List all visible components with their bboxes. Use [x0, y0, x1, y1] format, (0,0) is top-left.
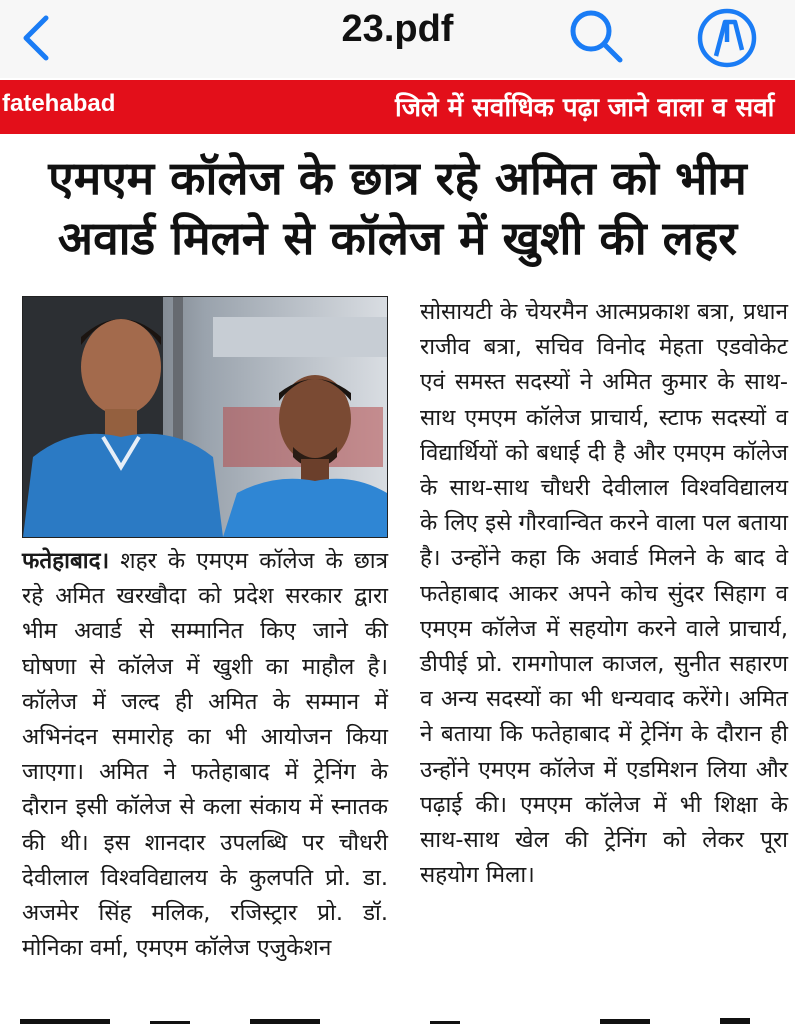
edition-city: fatehabad [2, 90, 116, 117]
article-column-right [420, 295, 788, 893]
headline-line-2: अवार्ड मिलने से कॉलेज में खुशी की लहर [57, 211, 738, 265]
markup-button[interactable] [694, 6, 760, 70]
article-column-left [22, 544, 388, 966]
next-article-edge [0, 1012, 795, 1024]
headline-line-1: एमएम कॉलेज के छात्र रहे अमित को भीम [48, 151, 747, 205]
article-photo [22, 296, 388, 538]
left-column-text: शहर के एमएम कॉलेज के छात्र रहे अमित खरखौदा को प्रदेश सरकार द्वारा भीम अवार्ड से सम्मानित किए जाने की घोषणा से कॉलेज में खुशी का माहौल है। कॉलेज में जल्द ही अमित के सम्मान में अभिनंदन समारोह का भी आयोजन किया जाएगा। अमित ने फतेहाबाद में ट्रेनिंग के दौरान इसी कॉलेज से कला संकाय में स्नातक की थी। इस शानदार उपलब्धि पर चौधरी देवीलाल विश्वविद्यालय के कुलपति प्रो. डा. अजमेर सिंह मलिक, रजिस्ट्रार प्रो. डॉ. मोनिका वर्मा, एमएम कॉलेज एजुकेशन [22, 548, 388, 962]
document-title: 23.pdf [341, 8, 454, 50]
newspaper-banner [0, 80, 795, 134]
search-icon [566, 6, 626, 66]
article-headline [0, 148, 795, 268]
banner-tagline: जिले में सर्वाधिक पढ़ा जाने वाला व सर्वा [395, 93, 775, 123]
dateline: फतेहाबाद। [22, 548, 110, 574]
markup-pen-icon [694, 6, 760, 70]
photo-two-athletes [23, 297, 387, 537]
right-column-text: सोसायटी के चेयरमैन आत्मप्रकाश बत्रा, प्रधान राजीव बत्रा, सचिव विनोद मेहता एडवोकेट एवं समस्त सदस्यों ने अमित कुमार के साथ-साथ एमएम कॉलेज प्राचार्य, स्टाफ सदस्यों व विद्यार्थियों को बधाई दी है और एमएम कॉलेज के साथ-साथ चौधरी देवीलाल विश्वविद्यालय के लिए इसे गौरवान्वित करने वाला पल बताया है। उन्होंने कहा कि अवार्ड मिलने के बाद वे फतेहाबाद आकर अपने कोच सुंदर सिहाग व एमएम कॉलेज में सहयोग करने वाले प्राचार्य, डीपीई प्रो. रामगोपाल काजल, सुनीत सहारण व अन्य सदस्यों का भी धन्यवाद करेंगे। अमित ने बताया कि फतेहाबाद में ट्रेनिंग के दौरान ही उन्होंने एमएम कॉलेज में एडमिशन लिया और पढ़ाई की। एमएम कॉलेज में भी शिक्षा के साथ-साथ खेल की ट्रेनिंग को लेकर पूरा सहयोग मिला। [420, 299, 788, 889]
pdf-viewer-toolbar [0, 0, 795, 78]
search-button[interactable] [566, 6, 626, 66]
